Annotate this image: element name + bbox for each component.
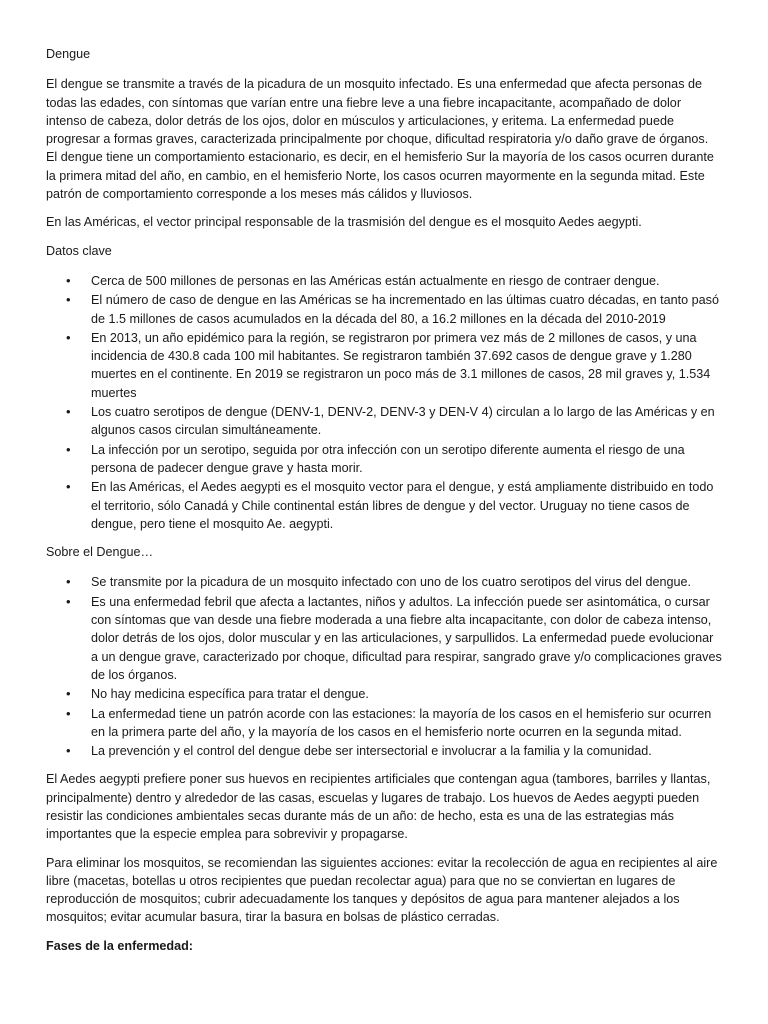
- key-fact-item: • Cerca de 500 millones de personas en las Américas están actualmente en riesgo de contraer dengue.: [46, 272, 722, 290]
- about-item: • La prevención y el control del dengue debe ser intersectorial e involucrar a la familia y la comunidad.: [46, 742, 722, 760]
- key-fact-item: • El número de caso de dengue en las Américas se ha incrementado en las últimas cuatro décadas, en tanto pasó de 1.5 millones de casos acumulados en la década del 80, a 16.2 millones en la década del 2010-2019: [46, 291, 722, 328]
- page-title: Dengue: [46, 47, 91, 61]
- intro-paragraph-2: En las Américas, el vector principal responsable de la trasmisión del dengue es el mosquito Aedes aegypti.: [46, 215, 642, 230]
- key-facts-list: [46, 272, 722, 533]
- about-item: • Se transmite por la picadura de un mosquito infectado con uno de los cuatro serotipos del virus del dengue.: [46, 573, 722, 591]
- about-list: [46, 573, 722, 760]
- closing-paragraph-2: Para eliminar los mosquitos, se recomiendan las siguientes acciones: evitar la recolección de agua en recipientes al aire libre (macetas, botellas u otros recipientes que puedan recolectar agua) para que no se conviertan en lugares de reproducción de mosquitos; cubrir adecuadamente los tanques y depósitos de agua para mantener alejados a los mosquitos; evitar acumular basura, tirar la basura en bolsas de plástico cerradas.: [46, 855, 718, 925]
- phases-heading: Fases de la enfermedad:: [46, 938, 193, 953]
- about-item: • Es una enfermedad febril que afecta a lactantes, niños y adultos. La infección puede ser asintomática, o cursar con síntomas que van desde una fiebre moderada a una fiebre alta incapacitante, con dolor de cabeza intenso, dolor detrás de los ojos, dolor muscular y en las articulaciones, y sarpullidos. La enfermedad puede evolucionar a un dengue grave, caracterizado por choque, dificultad para respirar, sangrado grave y/o complicaciones graves de los órganos.: [46, 593, 722, 684]
- about-item: • La enfermedad tiene un patrón acorde con las estaciones: la mayoría de los casos en el hemisferio sur ocurren en la primera parte del año, y la mayoría de los casos en el hemisferio norte ocurren en la segunda mitad.: [46, 705, 722, 742]
- key-fact-item: • En las Américas, el Aedes aegypti es el mosquito vector para el dengue, y está ampliamente distribuido en todo el territorio, sólo Canadá y Chile continental están libres de dengue y del vector. Uruguay no tiene casos de dengue, pero tiene el mosquito Ae. aegypti.: [46, 478, 722, 533]
- key-fact-item: • La infección por un serotipo, seguida por otra infección con un serotipo diferente aumenta el riesgo de una persona de padecer dengue grave y hasta morir.: [46, 441, 722, 478]
- key-facts-heading: Datos clave: [46, 243, 112, 258]
- about-heading: Sobre el Dengue…: [46, 545, 154, 560]
- key-fact-item: • Los cuatro serotipos de dengue (DENV-1, DENV-2, DENV-3 y DEN-V 4) circulan a lo largo de las Américas y en algunos casos circulan simultáneamente.: [46, 403, 722, 440]
- key-fact-item: • En 2013, un año epidémico para la región, se registraron por primera vez más de 2 millones de casos, y una incidencia de 430.8 cada 100 mil habitantes. Se registraron también 37.692 casos de dengue grave y 1.280 muertes en el continente. En 2019 se registraron un poco más de 3.1 millones de casos, 28 mil graves y, 1.534 muertes: [46, 329, 722, 402]
- closing-paragraph-1: El Aedes aegypti prefiere poner sus huevos en recipientes artificiales que contengan agua (tambores, barriles y llantas, principalmente) dentro y alrededor de las casas, escuelas y lugares de trabajo. Los huevos de Aedes aegypti pueden resistir las condiciones ambientales secas durante más de un año: de hecho, esta es una de las estrategias más importantes que la especie emplea para sobrevivir y propagarse.: [46, 772, 711, 842]
- intro-paragraph-1: El dengue se transmite a través de la picadura de un mosquito infectado. Es una enfermedad que afecta personas de todas las edades, con síntomas que varían entre una fiebre leve a una fiebre incapacitante, acompañado de dolor intenso de cabeza, dolor detrás de los ojos, dolor en músculos y articulaciones, y eritema. La enfermedad puede progresar a formas graves, caracterizada principalmente por choque, dificultad respiratoria y/o daño grave de órganos. El dengue tiene un comportamiento estacionario, es decir, en el hemisferio Sur la mayoría de los casos ocurren durante la primera mitad del año, en cambio, en el hemisferio Norte, los casos ocurren mayormente en la segunda mitad. Este patrón de comportamiento corresponde a los meses más cálidos y lluviosos.: [46, 77, 714, 202]
- about-item: • No hay medicina específica para tratar el dengue.: [46, 685, 722, 703]
